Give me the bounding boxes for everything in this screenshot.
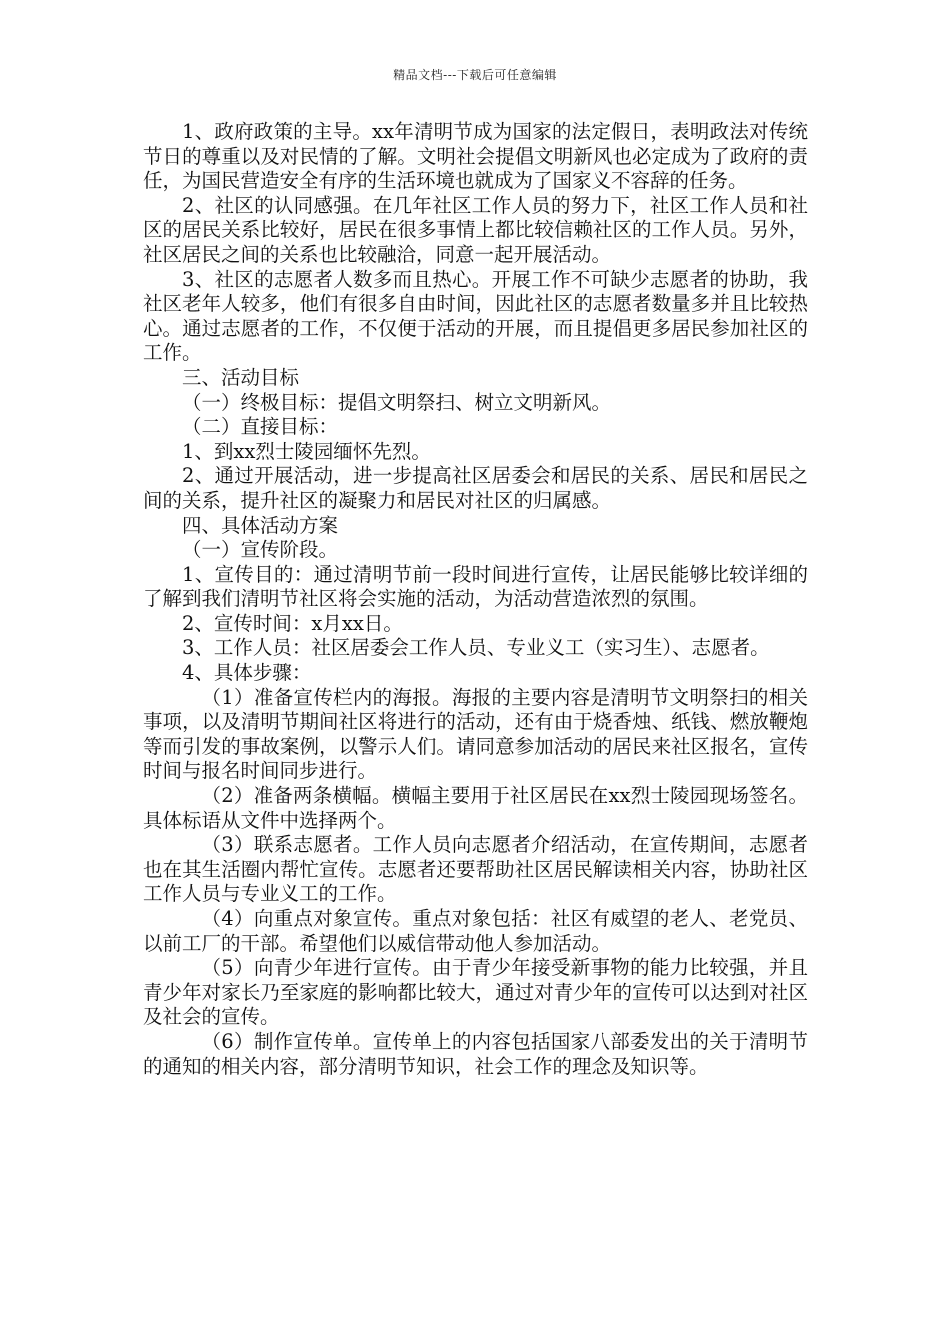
page-header: 精品文档---下载后可任意编辑 <box>393 68 557 82</box>
paragraph: （一）终极目标：提倡文明祭扫、树立文明新风。 <box>182 390 612 414</box>
paragraph: （2）准备两条横幅。横幅主要用于社区居民在xx烈士陵园现场签名。具体标语从文件中选择两个。 <box>143 784 808 832</box>
paragraph: 2、宣传时间：x月xx日。 <box>182 611 403 635</box>
paragraph: 3、社区的志愿者人数多而且热心。开展工作不可缺少志愿者的协助，我社区老年人较多，他们有很多自由时间，因此社区的志愿者数量多并且比较热心。通过志愿者的工作，不仅便于活动的开展，而且提倡更多居民参加社区的工作。 <box>143 267 808 365</box>
paragraph: （3）联系志愿者。工作人员向志愿者介绍活动，在宣传期间，志愿者也在其生活圈内帮忙宣传。志愿者还要帮助社区居民解读相关内容，协助社区工作人员与专业义工的工作。 <box>143 833 808 906</box>
paragraph: 2、社区的认同感强。在几年社区工作人员的努力下，社区工作人员和社区的居民关系比较好，居民在很多事情上都比较信赖社区的工作人员。另外，社区居民之间的关系也比较融洽，同意一起开展活动。 <box>143 193 808 266</box>
paragraph: （二）直接目标： <box>182 415 339 439</box>
paragraph: 4、具体步骤： <box>182 661 312 685</box>
paragraph: （6）制作宣传单。宣传单上的内容包括国家八部委发出的关于清明节的通知的相关内容，部分清明节知识，社会工作的理念及知识等。 <box>143 1029 808 1078</box>
document-body <box>143 120 808 1079</box>
paragraph: （4）向重点对象宣传。重点对象包括：社区有威望的老人、老党员、以前工厂的干部。希望他们以威信带动他人参加活动。 <box>143 907 808 955</box>
paragraph: （一）宣传阶段。 <box>182 538 339 562</box>
paragraph: 1、到xx烈士陵园缅怀先烈。 <box>182 439 431 463</box>
paragraph: 1、宣传目的：通过清明节前一段时间进行宣传，让居民能够比较详细的了解到我们清明节社区将会实施的活动，为活动营造浓烈的氛围。 <box>143 562 808 611</box>
paragraph: 1、政府政策的主导。xx年清明节成为国家的法定假日，表明政法对传统节日的尊重以及对民情的了解。文明社会提倡文明新风也必定成为了政府的责任，为国民营造安全有序的生活环境也就成为了国家义不容辞的任务。 <box>143 120 808 193</box>
paragraph: 2、通过开展活动，进一步提高社区居委会和居民的关系、居民和居民之间的关系，提升社区的凝聚力和居民对社区的归属感。 <box>143 464 808 512</box>
paragraph: 3、工作人员：社区居委会工作人员、专业义工（实习生）、志愿者。 <box>182 636 770 660</box>
paragraph: （1）准备宣传栏内的海报。海报的主要内容是清明节文明祭扫的相关事项，以及清明节期间社区将进行的活动，还有由于烧香烛、纸钱、燃放鞭炮等而引发的事故案例，以警示人们。请同意参加活动的居民来社区报名，宣传时间与报名时间同步进行。 <box>143 685 808 783</box>
paragraph: （5）向青少年进行宣传。由于青少年接受新事物的能力比较强，并且青少年对家长乃至家庭的影响都比较大，通过对青少年的宣传可以达到对社区及社会的宣传。 <box>143 956 808 1029</box>
section-heading: 四、具体活动方案 <box>182 513 339 537</box>
section-heading: 三、活动目标 <box>182 365 300 389</box>
